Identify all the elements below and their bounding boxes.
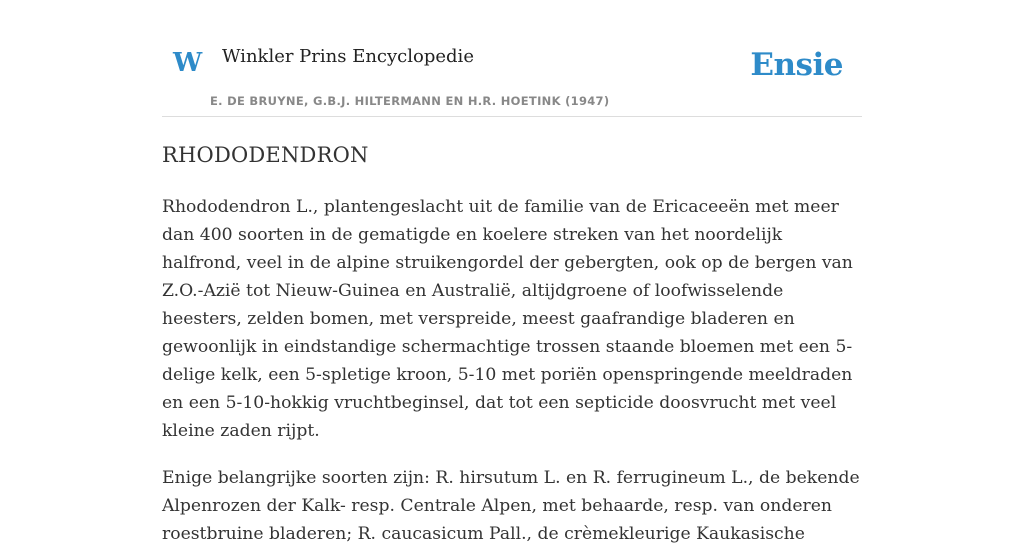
article [162,116,864,548]
article-title: RHODODENDRON [162,143,369,167]
source-logo[interactable]: W [173,48,203,78]
article-paragraph: Enige belangrijke soorten zijn: R. hirsutum L. en R. ferrugineum L., de bekende Alpenrozen der Kalk- resp. Centrale Alpen, met behaarde, resp. van onderen roestbruine bladeren; R. caucasicum Pall., de crèmekleurige Kaukasische [162,468,860,544]
source-authors: E. DE BRUYNE, G.B.J. HILTERMANN EN H.R. HOETINK (1947) [210,94,610,108]
source-header [162,0,862,117]
article-paragraph: Rhododendron L., plantengeslacht uit de familie van de Ericaceeën met meer dan 400 soorten in de gematigde en koelere streken van het noordelijk halfrond, veel in de alpine struikengordel der gebergten, ook op de bergen van Z.O.-Azië tot Nieuw-Guinea en Australië, altijdgroene of loofwisselende heesters, zelden bomen, met verspreide, meest gaafrandige bladeren en gewoonlijk in eindstandige schermachtige trossen staande bloemen met een 5-delige kelk, een 5-spletige kroon, 5-10 met poriën openspringende meeldraden en een 5-10-hokkig vruchtbeginsel, dat tot een septicide doosvrucht met veel kleine zaden rijpt. [162,197,853,441]
source-title[interactable]: Winkler Prins Encyclopedie [222,46,474,67]
ensie-logo[interactable]: Ensie [750,47,843,83]
